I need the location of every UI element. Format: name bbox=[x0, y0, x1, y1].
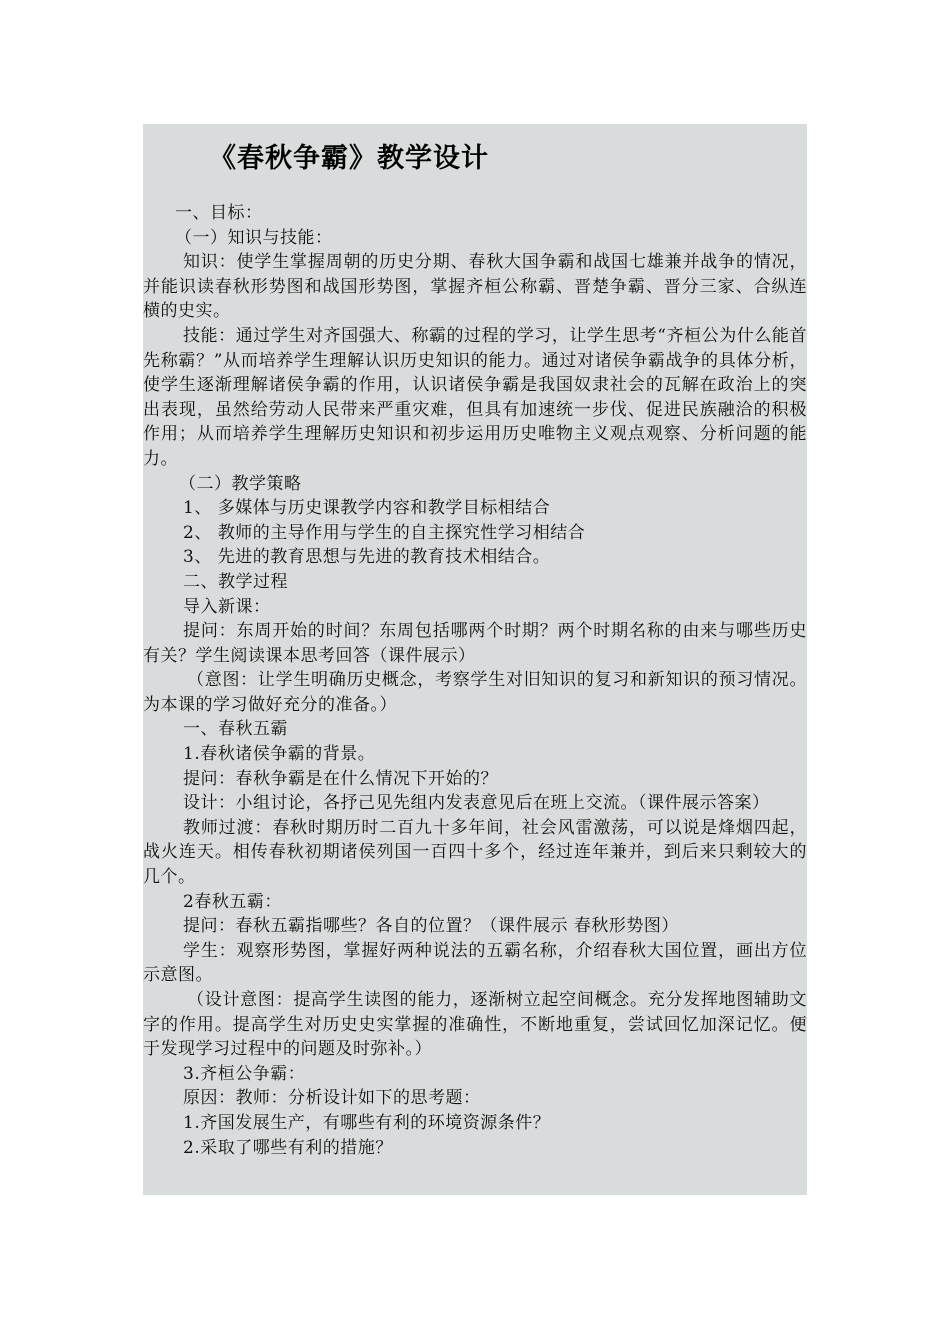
paragraph: 2春秋五霸： bbox=[183, 891, 282, 912]
paragraph: 2.采取了哪些有利的措施？ bbox=[183, 1137, 393, 1158]
paragraph: 设计：小组讨论，各抒己见先组内发表意见后在班上交流。（课件展示答案） bbox=[183, 793, 770, 814]
paragraph: 学生：观察形势图，掌握好两种说法的五霸名称，介绍春秋大国位置，画出方位示意图。 bbox=[143, 940, 807, 986]
paragraph: 原因：教师：分析设计如下的思考题： bbox=[183, 1088, 481, 1109]
paragraph: 1.齐国发展生产，有哪些有利的环境资源条件？ bbox=[183, 1112, 551, 1133]
paragraph: （二）教学策略 bbox=[179, 473, 302, 494]
paragraph: 1、 多媒体与历史课教学内容和教学目标相结合 bbox=[183, 498, 551, 519]
paragraph: （意图：让学生明确历史概念，考察学生对旧知识的复习和新知识的预习情况。为本课的学习做好充分的准备。） bbox=[143, 670, 807, 715]
paragraph: 提问：东周开始的时间？东周包括哪两个时期？两个时期名称的由来与哪些历史有关？学生阅读课本思考回答（课件展示） bbox=[143, 621, 807, 666]
paragraph: （设计意图：提高学生读图的能力，逐渐树立起空间概念。充分发挥地图辅助文字的作用。提高学生对历史史实掌握的准确性，不断地重复，尝试回忆加深记忆。便于发现学习过程中的问题及时弥补。） bbox=[143, 990, 807, 1060]
paragraph: 一、春秋五霸 bbox=[183, 719, 288, 740]
paragraph: 提问：春秋争霸是在什么情况下开始的？ bbox=[183, 768, 498, 789]
paragraph: 技能：通过学生对齐国强大、称霸的过程的学习，让学生思考“齐桓公为什么能首先称霸？”从而培养学生理解认识历史知识的能力。通过对诸侯争霸战争的具体分析，使学生逐渐理解诸侯争霸的作用，认识诸侯争霸是我国奴隶社会的瓦解在政治上的突出表现，虽然给劳动人民带来严重灾难，但具有加速统一步伐、促进民族融洽的积极作用；从而培养学生理解历史知识和初步运用历史唯物主义观点观察、分析问题的能力。 bbox=[143, 325, 807, 469]
paragraph: 2、 教师的主导作用与学生的自主探究性学习相结合 bbox=[183, 522, 586, 543]
document-body bbox=[143, 201, 807, 1160]
paragraph: 3.齐桓公争霸： bbox=[183, 1063, 306, 1084]
document-title: 《春秋争霸》教学设计 bbox=[209, 143, 489, 174]
document-panel bbox=[143, 124, 807, 1195]
paragraph: 提问：春秋五霸指哪些？各自的位置？（课件展示 春秋形势图） bbox=[183, 916, 679, 937]
paragraph: 导入新课： bbox=[183, 596, 271, 617]
paragraph: （一）知识与技能： bbox=[175, 227, 333, 248]
paragraph: 3、 先进的教育思想与先进的教育技术相结合。 bbox=[183, 547, 551, 568]
paragraph: 二、教学过程 bbox=[183, 571, 288, 592]
paragraph: 教师过渡：春秋时期历时二百九十多年间，社会风雷激荡，可以说是烽烟四起，战火连天。相传春秋初期诸侯列国一百四十多个，经过连年兼并，到后来只剩较大的几个。 bbox=[143, 817, 807, 888]
paragraph: 一、目标： bbox=[175, 203, 263, 223]
paragraph: 1.春秋诸侯争霸的背景。 bbox=[183, 744, 376, 765]
paragraph: 知识：使学生掌握周朝的历史分期、春秋大国争霸和战国七雄兼并战争的情况，并能识读春秋形势图和战国形势图，掌握齐桓公称霸、晋楚争霸、晋分三家、合纵连横的史实。 bbox=[143, 252, 807, 322]
